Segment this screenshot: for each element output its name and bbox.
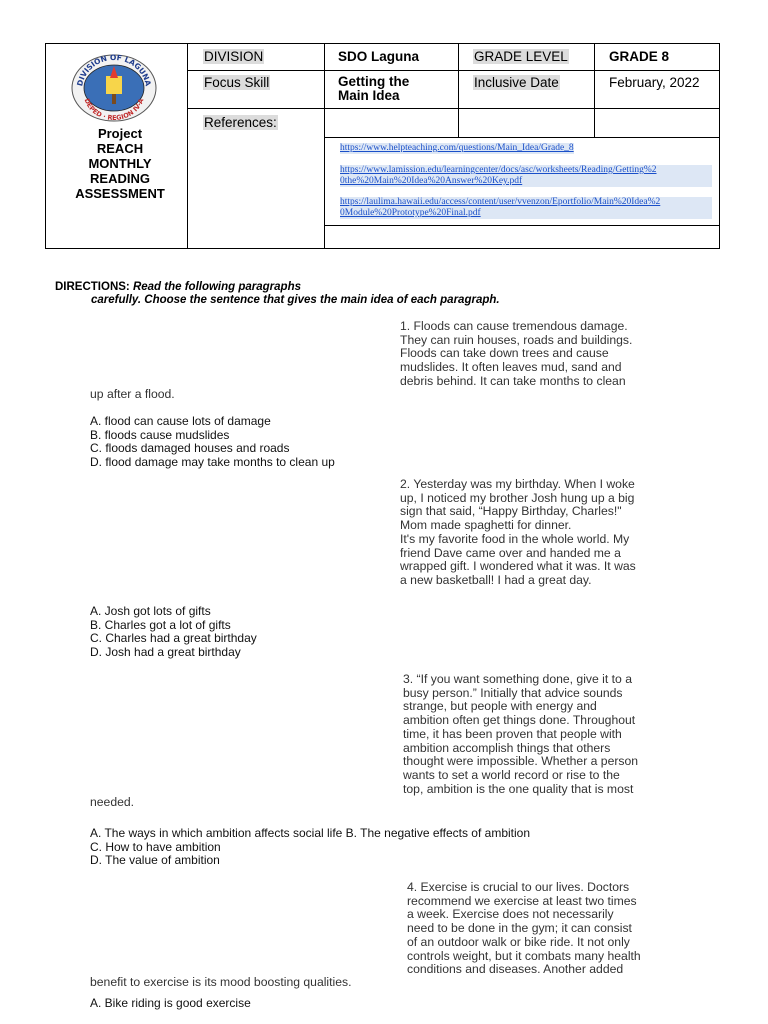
division-seal <box>68 50 160 122</box>
question-paragraph <box>400 478 700 588</box>
table-divider <box>187 70 720 71</box>
directions-line: carefully. Choose the sentence that gives the main idea of each paragraph. <box>91 294 500 306</box>
answer-choice[interactable]: C. Charles had a great birthday <box>90 631 257 646</box>
question-paragraph <box>407 881 697 977</box>
reference-link[interactable]: https://www.lamission.edu/learningcenter/docs/asc/worksheets/Reading/Getting%2 0the%20Main%20Idea%20Answer%20Key.pdf <box>340 165 712 187</box>
paragraph-line: busy person.” Initially that advice sounds <box>403 685 623 700</box>
date-value: February, 2022 <box>609 75 700 90</box>
paragraph-line: It's my favorite food in the whole world. My <box>400 531 630 546</box>
paragraph-line: sign that said, “Happy Birthday, Charles!" <box>400 504 622 519</box>
paragraph-line: mudslides. It often leaves mud, sand and <box>400 360 622 375</box>
answer-choice[interactable]: A. Josh got lots of gifts <box>90 604 211 618</box>
seal-top-text: DIVISION OF LAGUNA <box>75 52 153 87</box>
paragraph-line: recommend we exercise at least two times <box>407 893 637 908</box>
paragraph-line: They can ruin houses, roads and buildings. <box>400 332 633 347</box>
table-divider <box>324 43 325 249</box>
answer-choice[interactable]: A. The ways in which ambition affects social life B. The negative effects of ambition <box>90 826 531 840</box>
table-divider <box>458 43 459 137</box>
answer-choices <box>90 415 335 469</box>
grade-value: GRADE 8 <box>609 49 670 64</box>
answer-choices <box>90 997 251 1011</box>
answer-choices <box>90 827 530 868</box>
paragraph-line: 2. Yesterday was my birthday. When I woke <box>400 477 635 491</box>
project-title-line: REACH <box>96 141 144 156</box>
reference-link[interactable]: https://www.helpteaching.com/questions/Main_Idea/Grade_8 <box>340 143 574 153</box>
paragraph-line: top, ambition is the one quality that is most <box>403 781 634 796</box>
date-label: Inclusive Date <box>474 75 559 90</box>
answer-choices <box>90 605 257 659</box>
paragraph-line: ambition often get things done. Throughout <box>403 713 636 728</box>
table-divider <box>187 108 720 109</box>
project-title <box>50 126 190 201</box>
answer-choice[interactable]: A. flood can cause lots of damage <box>90 414 271 428</box>
division-value: SDO Laguna <box>338 49 420 64</box>
references-label: References: <box>204 115 277 130</box>
project-title-line: READING <box>90 171 150 186</box>
paragraph-line: need to be done in the gym; it can consist <box>407 921 632 936</box>
paragraph-line: friend Dave came over and handed me a <box>400 545 621 560</box>
paragraph-line: conditions and diseases. Another added <box>407 962 624 977</box>
focus-value: Getting the Main Idea <box>338 74 410 103</box>
project-title-line: Project <box>97 126 143 141</box>
paragraph-line: debris behind. It can take months to clean <box>400 373 626 388</box>
answer-choice[interactable]: D. The value of ambition <box>90 853 220 868</box>
paragraph-line: a new basketball! I had a great day. <box>400 572 592 587</box>
answer-choice[interactable]: B. floods cause mudslides <box>90 427 230 442</box>
paragraph-tail: up after a flood. <box>90 387 175 401</box>
paragraph-line: 4. Exercise is crucial to our lives. Doctors <box>407 880 630 894</box>
paragraph-tail: benefit to exercise is its mood boosting qualities. <box>90 975 352 989</box>
project-title-line: MONTHLY <box>88 156 152 171</box>
table-divider <box>324 137 720 138</box>
seal-bottom-text: DEPED · REGION IV-A <box>82 97 146 122</box>
directions-line: Read the following paragraphs <box>132 281 302 293</box>
paragraph-line: 1. Floods can cause tremendous damage. <box>400 319 628 333</box>
answer-choice[interactable]: D. Josh had a great birthday <box>90 644 241 659</box>
paragraph-line: Floods can take down trees and cause <box>400 346 609 361</box>
paragraph-line: wrapped gift. I wondered what it was. It was <box>400 559 636 574</box>
paragraph-line: controls weight, but it combats many health <box>407 948 641 963</box>
paragraph-line: time, it has been proven that people with <box>403 726 622 741</box>
table-divider <box>594 43 595 137</box>
answer-choice[interactable]: B. Charles got a lot of gifts <box>90 617 231 632</box>
answer-choice[interactable]: D. flood damage may take months to clean up <box>90 454 335 469</box>
focus-label: Focus Skill <box>204 75 270 90</box>
question-paragraph <box>403 673 693 796</box>
directions <box>55 281 500 307</box>
paragraph-line: of an outdoor walk or bike ride. It not only <box>407 934 630 949</box>
grade-label: GRADE LEVEL <box>474 49 568 64</box>
paragraph-line: strange, but people with energy and <box>403 699 597 714</box>
paragraph-line: up, I noticed my brother Josh hung up a big <box>400 490 635 505</box>
answer-choice[interactable]: A. Bike riding is good exercise <box>90 996 251 1010</box>
answer-choice[interactable]: C. How to have ambition <box>90 839 221 854</box>
answer-choice[interactable]: C. floods damaged houses and roads <box>90 441 290 456</box>
paragraph-line: thought were impossible. Whether a person <box>403 754 639 769</box>
project-title-line: ASSESSMENT <box>75 186 165 201</box>
reference-link[interactable]: https://laulima.hawaii.edu/access/content/user/vvenzon/Eportfolio/Main%20Idea%2 0Module%20Prototype%20Final.pdf <box>340 197 712 219</box>
paragraph-line: a week. Exercise does not necessarily <box>407 907 614 922</box>
paragraph-tail: needed. <box>90 795 135 809</box>
paragraph-line: Mom made spaghetti for dinner. <box>400 518 572 533</box>
directions-label: DIRECTIONS: <box>55 281 130 293</box>
paragraph-line: ambition accomplish things that others <box>403 740 611 755</box>
table-divider <box>324 225 720 226</box>
paragraph-line: wants to set a world record or rise to the <box>403 767 620 782</box>
division-label: DIVISION <box>204 49 264 64</box>
question-paragraph <box>400 320 690 389</box>
paragraph-line: 3. “If you want something done, give it to a <box>403 672 632 686</box>
